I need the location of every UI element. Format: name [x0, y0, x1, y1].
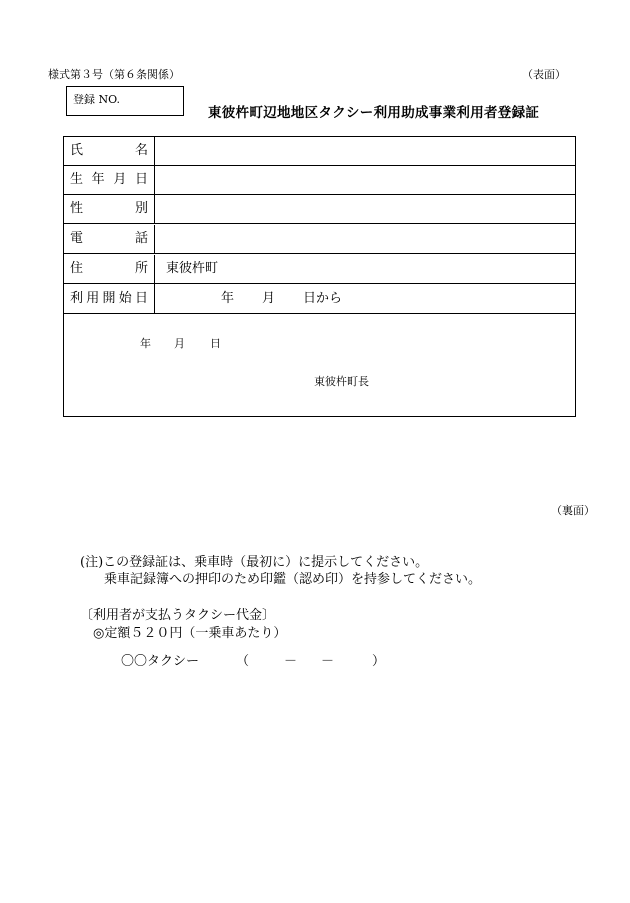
label-start-date: 利 用 開 始 日 [64, 284, 155, 313]
form-number: 様式第３号（第６条関係） [48, 68, 180, 81]
taxi-company-name: 〇〇タクシー [121, 654, 200, 669]
label-name: 氏 名 [64, 137, 155, 165]
field-address[interactable]: 東彼杵町 [166, 261, 219, 276]
note-line-1: (注)この登録証は、乗車時（最初に）に提示してください。 [80, 555, 429, 570]
note-line-2: 乗車記録簿への押印のため印鑑（認め印）を持参してください。 [104, 572, 482, 587]
phone-close-paren: ） [372, 654, 386, 669]
row-name [64, 137, 575, 166]
label-birthdate: 生 年 月 日 [64, 166, 155, 194]
fare-amount: ◎定額５２０円（一乗車あたり） [93, 626, 287, 641]
issuer-title: 東彼杵町長 [314, 375, 369, 388]
row-birthdate [64, 166, 575, 195]
certification-area [64, 314, 575, 416]
phone-dash-1: － [284, 654, 298, 669]
document-title: 東彼杵町辺地地区タクシー利用助成事業利用者登録証 [208, 105, 540, 121]
fare-heading: 〔利用者が支払うタクシー代金〕 [80, 608, 276, 623]
front-side-label: （表面） [522, 68, 566, 81]
issue-date-day: 日 [210, 337, 221, 350]
issue-date-year: 年 [140, 337, 151, 350]
label-address: 住 所 [64, 255, 155, 283]
row-start-date [64, 284, 575, 314]
label-phone: 電 話 [64, 225, 155, 253]
start-date-year: 年 [221, 291, 235, 306]
row-phone [64, 225, 575, 254]
back-side-label: （裏面） [551, 504, 595, 517]
registration-number-label: 登録 NO. [73, 93, 120, 106]
start-date-day: 日から [303, 291, 343, 306]
row-address [64, 255, 575, 284]
phone-open-paren: （ [236, 654, 250, 669]
phone-dash-2: － [321, 654, 335, 669]
row-gender [64, 195, 575, 224]
label-gender: 性 別 [64, 195, 155, 223]
start-date-month: 月 [262, 291, 276, 306]
registration-number-box[interactable] [66, 86, 184, 116]
issue-date-month: 月 [174, 337, 185, 350]
registration-form-table [63, 136, 576, 417]
